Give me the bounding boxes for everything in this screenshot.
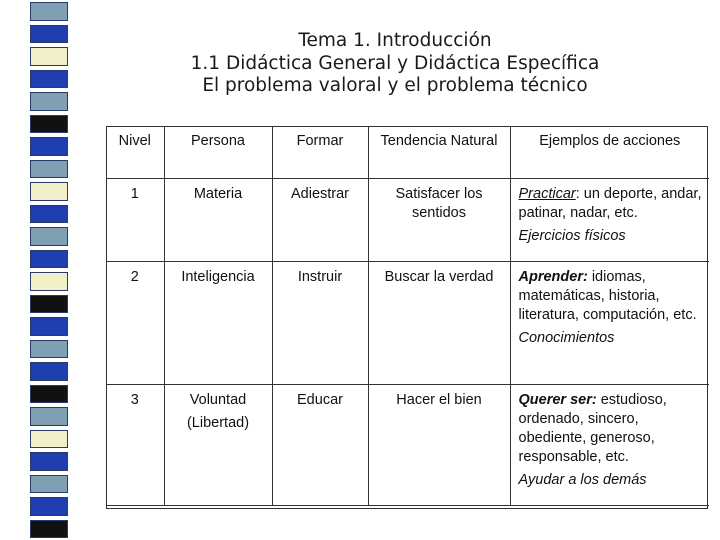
cell-ejemplos: [510, 385, 709, 506]
persona-label: Inteligencia: [181, 269, 255, 285]
decorative-square: [30, 160, 68, 179]
table-header-row: [106, 126, 709, 179]
decorative-square: [30, 317, 68, 336]
cell-persona: [164, 385, 272, 506]
example-note: Ayudar a los demás: [518, 472, 647, 488]
decorative-square: [30, 497, 68, 516]
decorative-square: [30, 137, 68, 156]
example-text: estudioso, ordenado, sincero, obediente, generoso, responsable, etc.: [518, 392, 667, 465]
title-line-2: 1.1 Didáctica General y Didáctica Específica: [190, 52, 600, 74]
cell-nivel: 2: [106, 262, 164, 385]
decorative-square: [30, 250, 68, 269]
decorative-square: [30, 520, 68, 539]
cell-ejemplos: [510, 262, 709, 385]
header-tendencia: Tendencia Natural: [368, 126, 510, 179]
decorative-square: [30, 25, 68, 44]
decorative-square: [30, 385, 68, 404]
decorative-square: [30, 70, 68, 89]
cell-persona: [164, 179, 272, 262]
decorative-square: [30, 2, 68, 21]
header-ejemplos: Ejemplos de acciones: [510, 126, 709, 179]
decorative-square: [30, 115, 68, 134]
decorative-square: [30, 475, 68, 494]
decorative-square: [30, 47, 68, 66]
cell-formar: Adiestrar: [272, 179, 368, 262]
decorative-square: [30, 272, 68, 291]
table-row: [106, 385, 709, 506]
example-lead: Aprender:: [518, 269, 588, 285]
example-text: idiomas, matemáticas, historia, literatura, computación, etc.: [518, 269, 697, 323]
cell-nivel: 3: [106, 385, 164, 506]
example-lead: Querer ser:: [518, 392, 597, 408]
header-persona: Persona: [164, 126, 272, 179]
cell-tendencia: Hacer el bien: [368, 385, 510, 506]
example-text: : un deporte, andar, patinar, nadar, etc.: [518, 186, 702, 221]
cell-tendencia: Satisfacer los sentidos: [368, 179, 510, 262]
slide-title: [160, 30, 630, 98]
example-note: Conocimientos: [518, 330, 615, 346]
title-line-3: El problema valoral y el problema técnico: [202, 75, 588, 96]
header-nivel: Nivel: [106, 126, 164, 179]
cell-ejemplos: [510, 179, 709, 262]
example-note: Ejercicios físicos: [518, 228, 626, 244]
decorative-square: [30, 182, 68, 201]
example-lead: Practicar: [518, 186, 576, 202]
persona-sublabel: (Libertad): [186, 415, 250, 431]
table-row: [106, 179, 709, 262]
cell-nivel: 1: [106, 179, 164, 262]
cell-formar: Instruir: [272, 262, 368, 385]
decorative-square: [30, 362, 68, 381]
decorative-square: [30, 340, 68, 359]
title-line-1: Tema 1. Introducción: [298, 30, 492, 51]
decorative-square: [30, 407, 68, 426]
decorative-square: [30, 205, 68, 224]
decorative-square: [30, 92, 68, 111]
cell-persona: [164, 262, 272, 385]
decorative-square: [30, 430, 68, 449]
decorative-square: [30, 452, 68, 471]
table-row: [106, 262, 709, 385]
cell-formar: Educar: [272, 385, 368, 506]
header-formar: Formar: [272, 126, 368, 179]
decorative-square-strip: [30, 0, 68, 540]
levels-table: [106, 126, 709, 506]
decorative-square: [30, 227, 68, 246]
decorative-square: [30, 295, 68, 314]
cell-tendencia: Buscar la verdad: [368, 262, 510, 385]
persona-label: Voluntad: [189, 392, 247, 408]
persona-label: Materia: [193, 186, 243, 202]
